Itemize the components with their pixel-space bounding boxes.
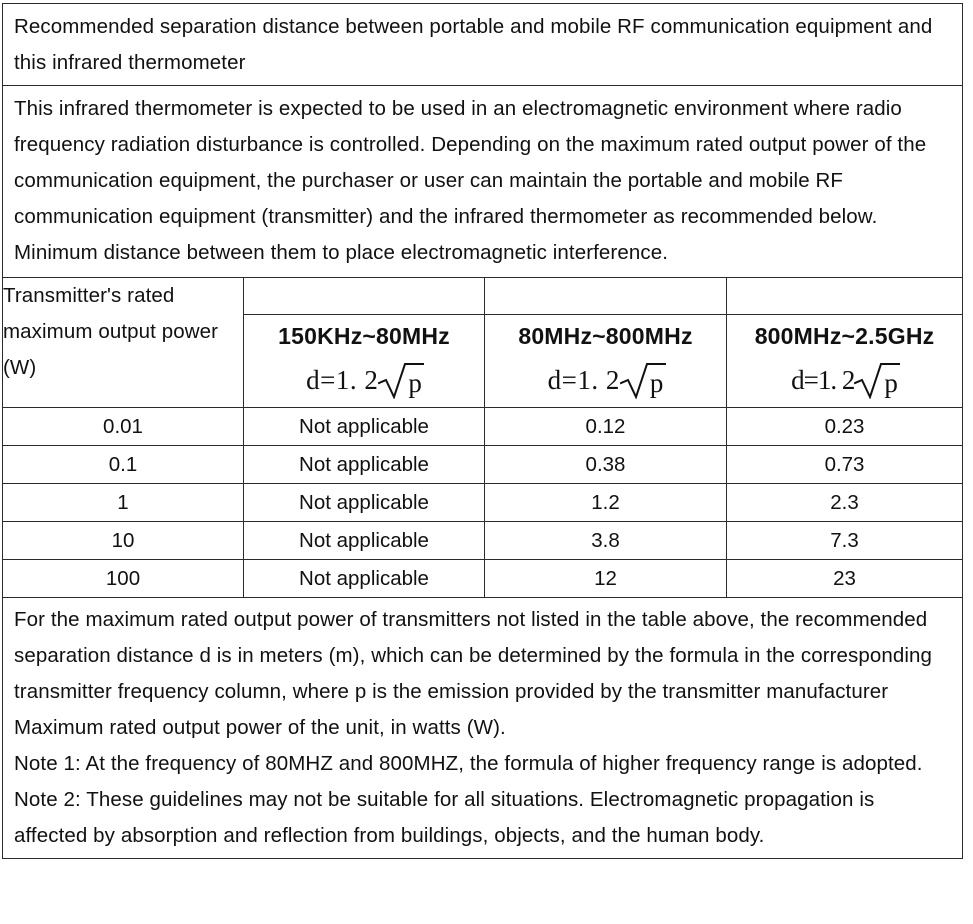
title-row [3,4,963,86]
header-content [244,315,484,407]
table-row [3,560,963,598]
cell-freq-3: 7.3 [727,522,963,560]
formula-lead: d=1. 2 [791,365,855,395]
cell-freq-3: 23 [727,560,963,598]
footer-block [3,598,962,858]
header-content [727,315,962,407]
intro-cell [3,86,963,278]
column-header-power: Transmitter's rated maximum output power (W) [3,278,244,408]
distance-formula [489,361,722,399]
cell-freq-2: 3.8 [485,522,727,560]
cell-freq-2: 0.38 [485,446,727,484]
header-spacer [485,278,726,315]
formula-radicand: p [408,367,422,398]
freq-range-label: 80MHz~800MHz [518,323,693,349]
column-header-freq-1 [244,278,485,408]
cell-power: 10 [3,522,244,560]
cell-power: 0.1 [3,446,244,484]
table-row [3,446,963,484]
cell-freq-3: 0.73 [727,446,963,484]
distance-formula [731,361,958,399]
footer-cell [3,598,963,859]
formula-lead: d=1. 2 [306,365,379,395]
freq-range-label: 800MHz~2.5GHz [754,323,935,349]
table-row [3,408,963,446]
cell-freq-1: Not applicable [244,446,485,484]
cell-freq-3: 0.23 [727,408,963,446]
title-cell [3,4,963,86]
cell-power: 1 [3,484,244,522]
cell-freq-2: 12 [485,560,727,598]
freq-range-label: 150KHz~80MHz [278,323,450,349]
header-spacer [244,278,484,315]
cell-freq-2: 0.12 [485,408,727,446]
header-spacer [727,278,962,315]
formula-lead: d=1. 2 [547,365,620,395]
table-row [3,484,963,522]
footer-note-1: Note 1: At the frequency of 80MHZ and 800MHZ, the formula of higher frequency range is adopted. [14,752,923,775]
header-content [485,315,726,407]
emc-separation-distance-table [2,3,963,859]
footer-paragraph: For the maximum rated output power of transmitters not listed in the table above, the recommended separation distance d is in meters (m), which can be determined by the formula in the corresponding transmitter frequency column, where p is the emission provided by the transmitter manufacturer Maximum rated output power of the unit, in watts (W). [14,608,933,739]
intro-row [3,86,963,278]
formula-radicand: p [649,367,664,398]
intro-paragraph: This infrared thermometer is expected to be used in an electromagnetic environment where radio frequency radiation disturbance is controlled. Depending on the maximum rated output power of the communication equipment, the purchaser or user can maintain the portable and mobile RF communication equipment (transmitter) and the infrared thermometer as recommended below. Minimum distance between them to place electromagnetic interference. [14,97,927,264]
cell-freq-1: Not applicable [244,408,485,446]
distance-formula [248,361,480,399]
cell-freq-2: 1.2 [485,484,727,522]
cell-power: 0.01 [3,408,244,446]
formula-radicand: p [884,367,898,398]
table-header-row [3,278,963,408]
cell-freq-1: Not applicable [244,484,485,522]
cell-power: 100 [3,560,244,598]
cell-freq-1: Not applicable [244,522,485,560]
table-row [3,522,963,560]
footer-note-2: Note 2: These guidelines may not be suitable for all situations. Electromagnetic propagation is affected by absorption and reflection from buildings, objects, and the human body. [14,788,875,847]
column-header-freq-2 [485,278,727,408]
column-header-freq-3 [727,278,963,408]
page-title: Recommended separation distance between portable and mobile RF communication equipment and this infrared thermometer [14,15,933,74]
footer-row [3,598,963,859]
cell-freq-3: 2.3 [727,484,963,522]
cell-freq-1: Not applicable [244,560,485,598]
